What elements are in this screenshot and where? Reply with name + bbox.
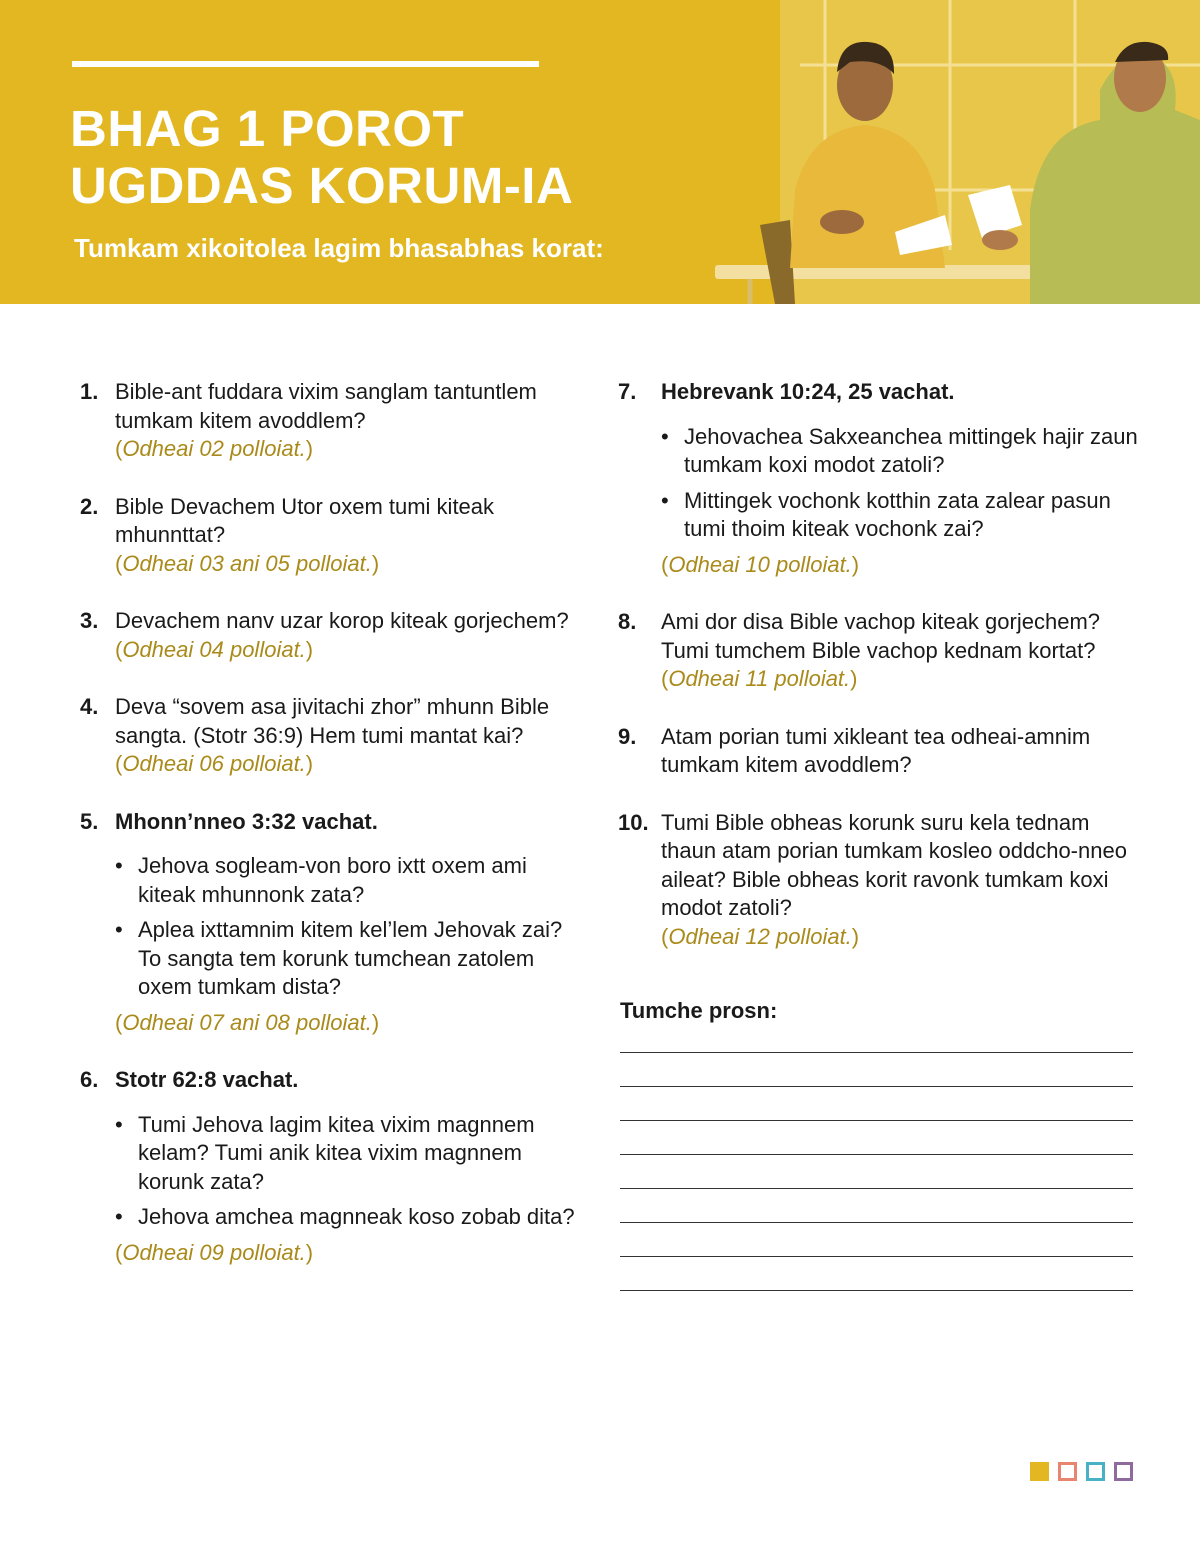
notes-lines[interactable] [620, 1052, 1133, 1324]
question-2-reference: (Odheai 03 ani 05 polloiat.) [115, 550, 380, 576]
question-9: 9. Atam porian tumi xikleant tea odheai-amnim tumkam kitem avoddlem? [618, 723, 1091, 777]
questions-right-column [618, 378, 1138, 951]
question-7-bullets [661, 423, 1138, 544]
list-item: • Mittingek vochonk kotthin zata zalear pasun tumi thoim kiteak vochonk zai? [661, 487, 1111, 541]
question-4-reference: (Odheai 06 polloiat.) [115, 751, 314, 776]
question-5: 5. Mhonn’nneo 3:32 vachat. • Jehova sogleam-von boro ixtt oxem ami kiteak mhunnonk zata? • Aplea ixttamnim kitem kel’lem Jehovak zai? To sangta tem korunk tumchean zatolem oxem tumkam dista? (Odheai 07 ani 08 polloiat.) [80, 808, 590, 1038]
question-3-reference: (Odheai 04 polloiat.) [115, 636, 314, 662]
page-title [70, 100, 690, 214]
question-7-reference: (Odheai 10 polloiat.) [661, 551, 860, 577]
footer-square-outline [1086, 1462, 1105, 1481]
footer-square-outline [1114, 1462, 1133, 1481]
note-line[interactable] [620, 1222, 1133, 1223]
question-6: 6. Stotr 62:8 vachat. • Tumi Jehova lagim kitea vixim magnnem kelam? Tumi anik kitea vixim magnnem korunk zata? • Jehova amchea magnneak koso zobab dita? (Odheai 09 polloiat.) [80, 1066, 590, 1267]
footer-square-filled [1030, 1462, 1049, 1481]
note-line[interactable] [620, 1120, 1133, 1121]
list-item: • Jehova amchea magnneak koso zobab dita? [115, 1204, 575, 1229]
note-line[interactable] [620, 1052, 1133, 1053]
page-title-line-2: UGDDAS KORUM-IA [70, 157, 574, 214]
question-7: 7. Hebrevank 10:24, 25 vachat. • Jehovachea Sakxeanchea mittingek hajir zaun tumkam koxi modot zatoli? • Mittingek vochonk kotthin zata zalear pasun tumi thoim kiteak vochonk zai? (Odheai 10 polloiat.) [618, 378, 1138, 579]
footer-square-outline [1058, 1462, 1077, 1481]
question-3: 3. Devachem nanv uzar korop kiteak gorjechem? (Odheai 04 polloiat.) [80, 607, 590, 664]
note-line[interactable] [620, 1154, 1133, 1155]
question-5-bullets [115, 852, 590, 1002]
question-1-reference: (Odheai 02 polloiat.) [115, 436, 314, 461]
note-line[interactable] [620, 1256, 1133, 1257]
notes-label: Tumche prosn: [620, 998, 778, 1023]
questions-left-column [80, 378, 590, 1267]
footer-squares [1030, 1462, 1133, 1481]
question-8-reference: (Odheai 11 polloiat.) [661, 666, 858, 691]
question-1: 1. Bible-ant fuddara vixim sanglam tantuntlem tumkam kitem avoddlem? (Odheai 02 polloiat.) [80, 378, 590, 464]
list-item: • Aplea ixttamnim kitem kel’lem Jehovak zai? To sangta tem korunk tumchean zatolem oxem tumkam dista? [115, 917, 563, 999]
question-4: 4. Deva “sovem asa jivitachi zhor” mhunn Bible sangta. (Stotr 36:9) Hem tumi mantat kai? (Odheai 06 polloiat.) [80, 693, 590, 779]
note-line[interactable] [620, 1290, 1133, 1291]
header-rule [72, 61, 539, 67]
question-6-reference: (Odheai 09 polloiat.) [115, 1239, 314, 1265]
question-6-bullets [115, 1111, 590, 1232]
question-10-reference: (Odheai 12 polloiat.) [661, 923, 860, 949]
page-subtitle: Tumkam xikoitolea lagim bhasabhas korat: [74, 233, 604, 263]
question-5-reference: (Odheai 07 ani 08 polloiat.) [115, 1009, 380, 1035]
list-item: • Jehovachea Sakxeanchea mittingek hajir zaun tumkam koxi modot zatoli? [661, 423, 1138, 477]
page-title-line-1: BHAG 1 POROT [70, 100, 465, 157]
question-8: 8. Ami dor disa Bible vachop kiteak gorjechem? Tumi tumchem Bible vachop kednam kortat? (Odheai 11 polloiat.) [618, 608, 1138, 694]
header-banner [0, 0, 1200, 304]
note-line[interactable] [620, 1086, 1133, 1087]
question-10: 10. Tumi Bible obheas korunk suru kela tednam thaun atam porian tumkam kosleo oddcho-nneo aileat? Bible obheas korit ravonk tumkam koxi modot zatoli? (Odheai 12 polloiat.) [618, 809, 1138, 952]
list-item: • Tumi Jehova lagim kitea vixim magnnem kelam? Tumi anik kitea vixim magnnem korunk zata? [115, 1111, 535, 1194]
question-2: 2. Bible Devachem Utor oxem tumi kiteak mhunnttat? (Odheai 03 ani 05 polloiat.) [80, 493, 590, 579]
study-illustration [700, 0, 1200, 304]
note-line[interactable] [620, 1188, 1133, 1189]
list-item: • Jehova sogleam-von boro ixtt oxem ami kiteak mhunnonk zata? [115, 853, 527, 907]
